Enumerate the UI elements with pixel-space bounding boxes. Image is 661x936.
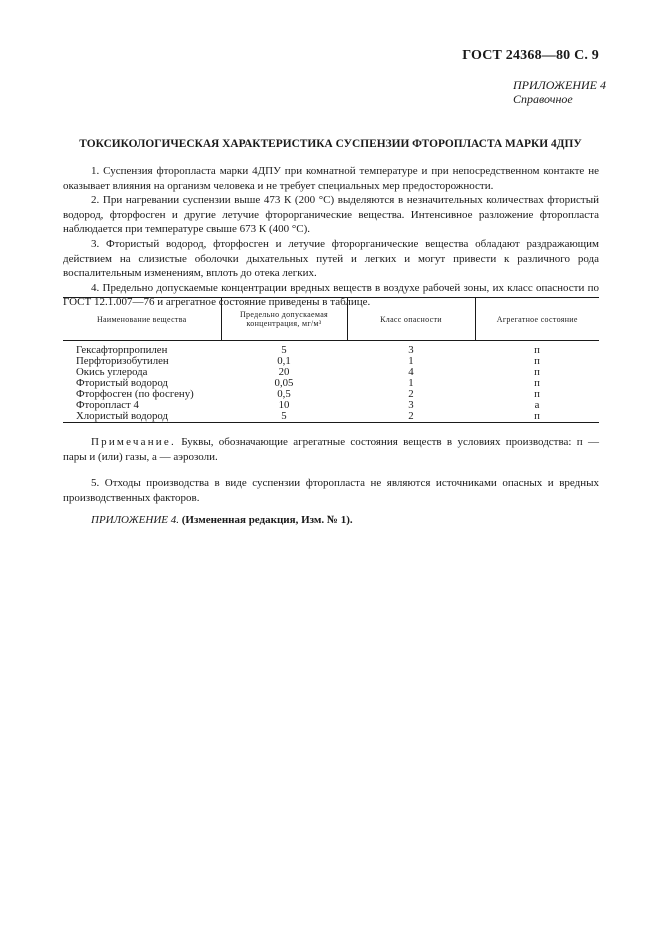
cell-state: п (534, 388, 540, 400)
paragraph-3: 3. Фтористый водород, фторфосген и летучие фторорганические вещества обладают раздражающим действием на слизистые оболочки дыхательных путей и легких и могут привести к различного рода воспалительным изменениям, вплоть до отека легких. (63, 237, 599, 280)
cell-substance: Фтористый водород (76, 377, 168, 389)
cell-concentration: 0,1 (277, 355, 291, 367)
hazard-table (63, 297, 599, 423)
cell-state: а (534, 399, 540, 411)
cell-concentration: 5 (281, 344, 287, 356)
footer-appendix-ref: ПРИЛОЖЕНИЕ 4. (91, 514, 179, 526)
footer-change-note: (Измененная редакция, Изм. № 1). (178, 514, 353, 526)
paragraph-2: 2. При нагревании суспензии выше 473 К (200 °С) выделяются в незначительных количествах фтористый водород, фторфосген и другие летучие фторорганические вещества. Интенсивное разложение фторопласта наблюдается при температуре свыше 673 К (400 °С). (63, 194, 599, 236)
cell-substance: Окись углерода (76, 366, 148, 378)
paragraph-1: 1. Суспензия фторопласта марки 4ДПУ при комнатной температуре и при непосредственном контакте не оказывает влияния на организм человека и не требует специальных мер предосторожности. (63, 165, 599, 192)
cell-concentration: 5 (221, 411, 347, 423)
table-header-row (63, 298, 599, 341)
appendix-label-block (513, 78, 606, 106)
table-row (63, 389, 599, 400)
cell-state: п (534, 344, 540, 356)
body-paragraphs (63, 164, 599, 310)
cell-substance: Фторфосген (по фосгену) (76, 388, 194, 400)
paragraph-4: 4. Предельно допускаемые концентрации вредных веществ в воздухе рабочей зоны, их класс опасности по ГОСТ 12.1.007—76 и агрегатное состояние приведены в таблице. (63, 281, 599, 309)
cell-hazard-class: 1 (408, 355, 414, 367)
cell-hazard-class: 3 (408, 399, 414, 411)
note-text: Буквы, обозначающие агрегатные состояния веществ в условиях производства: п — пары и (или) газы, а — аэрозоли. (63, 436, 599, 463)
cell-hazard-class: 1 (408, 377, 414, 389)
cell-substance: Перфторизобутилен (76, 355, 169, 367)
header-aggregate-state: Агрегатное состояние (475, 298, 599, 341)
cell-hazard-class: 2 (347, 411, 475, 423)
cell-concentration: 0,5 (277, 388, 291, 400)
appendix-sublabel: Справочное (513, 92, 573, 106)
cell-concentration: 0,05 (274, 377, 294, 389)
standard-page-header: ГОСТ 24368—80 С. 9 (462, 48, 599, 63)
cell-substance: Гексафторпропилен (76, 344, 168, 356)
cell-hazard-class: 2 (408, 388, 414, 400)
cell-hazard-class: 3 (408, 344, 414, 356)
cell-substance: Фторопласт 4 (76, 399, 139, 411)
cell-state: п (534, 366, 540, 378)
note-label: Примечание. (91, 436, 176, 448)
revision-footer (91, 514, 353, 526)
table-note (63, 435, 599, 464)
header-hazard-class: Класс опасности (347, 298, 475, 341)
cell-hazard-class: 4 (408, 366, 414, 378)
paragraph-5: 5. Отходы производства в виде суспензии фторопласта не являются источниками опасных и вредных производственных факторов. (63, 477, 599, 504)
cell-concentration: 10 (278, 399, 290, 411)
cell-state: п (475, 411, 599, 423)
table-row (63, 411, 599, 423)
cell-concentration: 20 (278, 366, 290, 378)
document-title: ТОКСИКОЛОГИЧЕСКАЯ ХАРАКТЕРИСТИКА СУСПЕНЗИИ ФТОРОПЛАСТА МАРКИ 4ДПУ (79, 138, 582, 150)
header-substance: Наименование вещества (63, 298, 221, 341)
cell-state: п (534, 355, 540, 367)
appendix-label: ПРИЛОЖЕНИЕ 4 (513, 78, 606, 92)
header-concentration: Предельно допускаемая концентрация, мг/м³ (221, 298, 347, 341)
cell-state: п (534, 377, 540, 389)
cell-substance: Хлористый водород (63, 411, 221, 423)
